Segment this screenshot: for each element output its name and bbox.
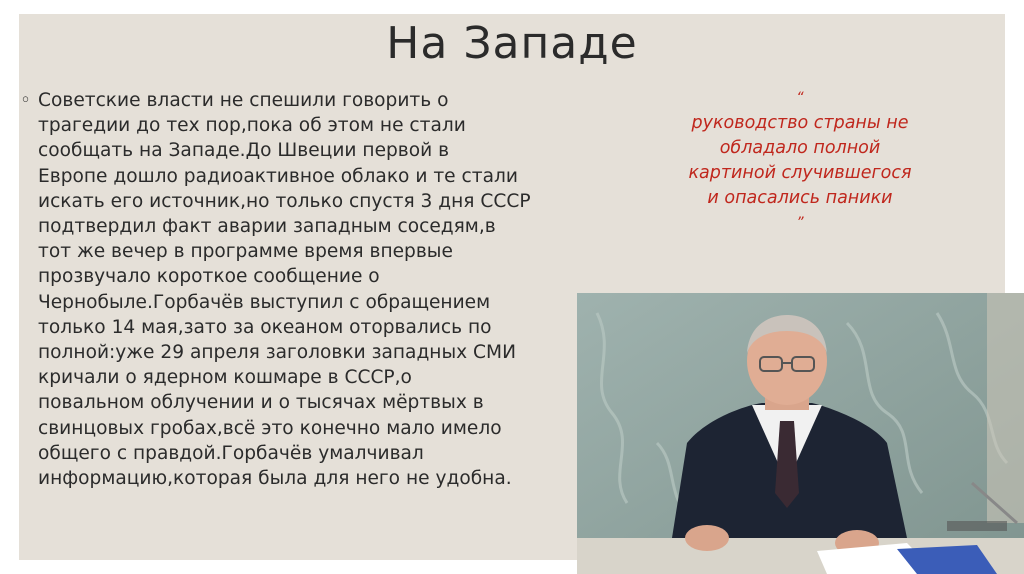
portrait-illustration xyxy=(577,293,1024,574)
quote-close-mark: ” xyxy=(796,215,804,231)
bullet-text: Советские власти не спешили говорить о трагедии до тех пор,пока об этом не стали сообщать на Западе.До Швеции первой в Европе дошло радиоактивное облако и те стали искать его источник,но только спустя 3 дня СССР подтвердил факт аварии западным соседям,в тот же вечер в программе время впервые прозвучало короткое сообщение о Чернобыле.Горбачёв выступил с обращением только 14 мая,зато за океаном оторвались по полной:уже 29 апреля заголовки западных СМИ кричали о ядерном кошмаре в СССР,о повальном облучении и о тысячах мёртвых в свинцовых гробах,всё это конечно мало имело общего с правдой.Горбачёв умалчивал информацию,которая была для него не удобна. xyxy=(38,90,531,490)
bullet-marker-icon: ◦ xyxy=(20,90,31,111)
quote-block xyxy=(640,86,960,236)
quote-open-mark: “ xyxy=(796,90,804,106)
slide-title: На Западе xyxy=(386,18,638,69)
quote-text: руководство страны не обладало полной картиной случившегося и опасались паники xyxy=(688,113,912,208)
portrait-photo xyxy=(577,293,1024,574)
